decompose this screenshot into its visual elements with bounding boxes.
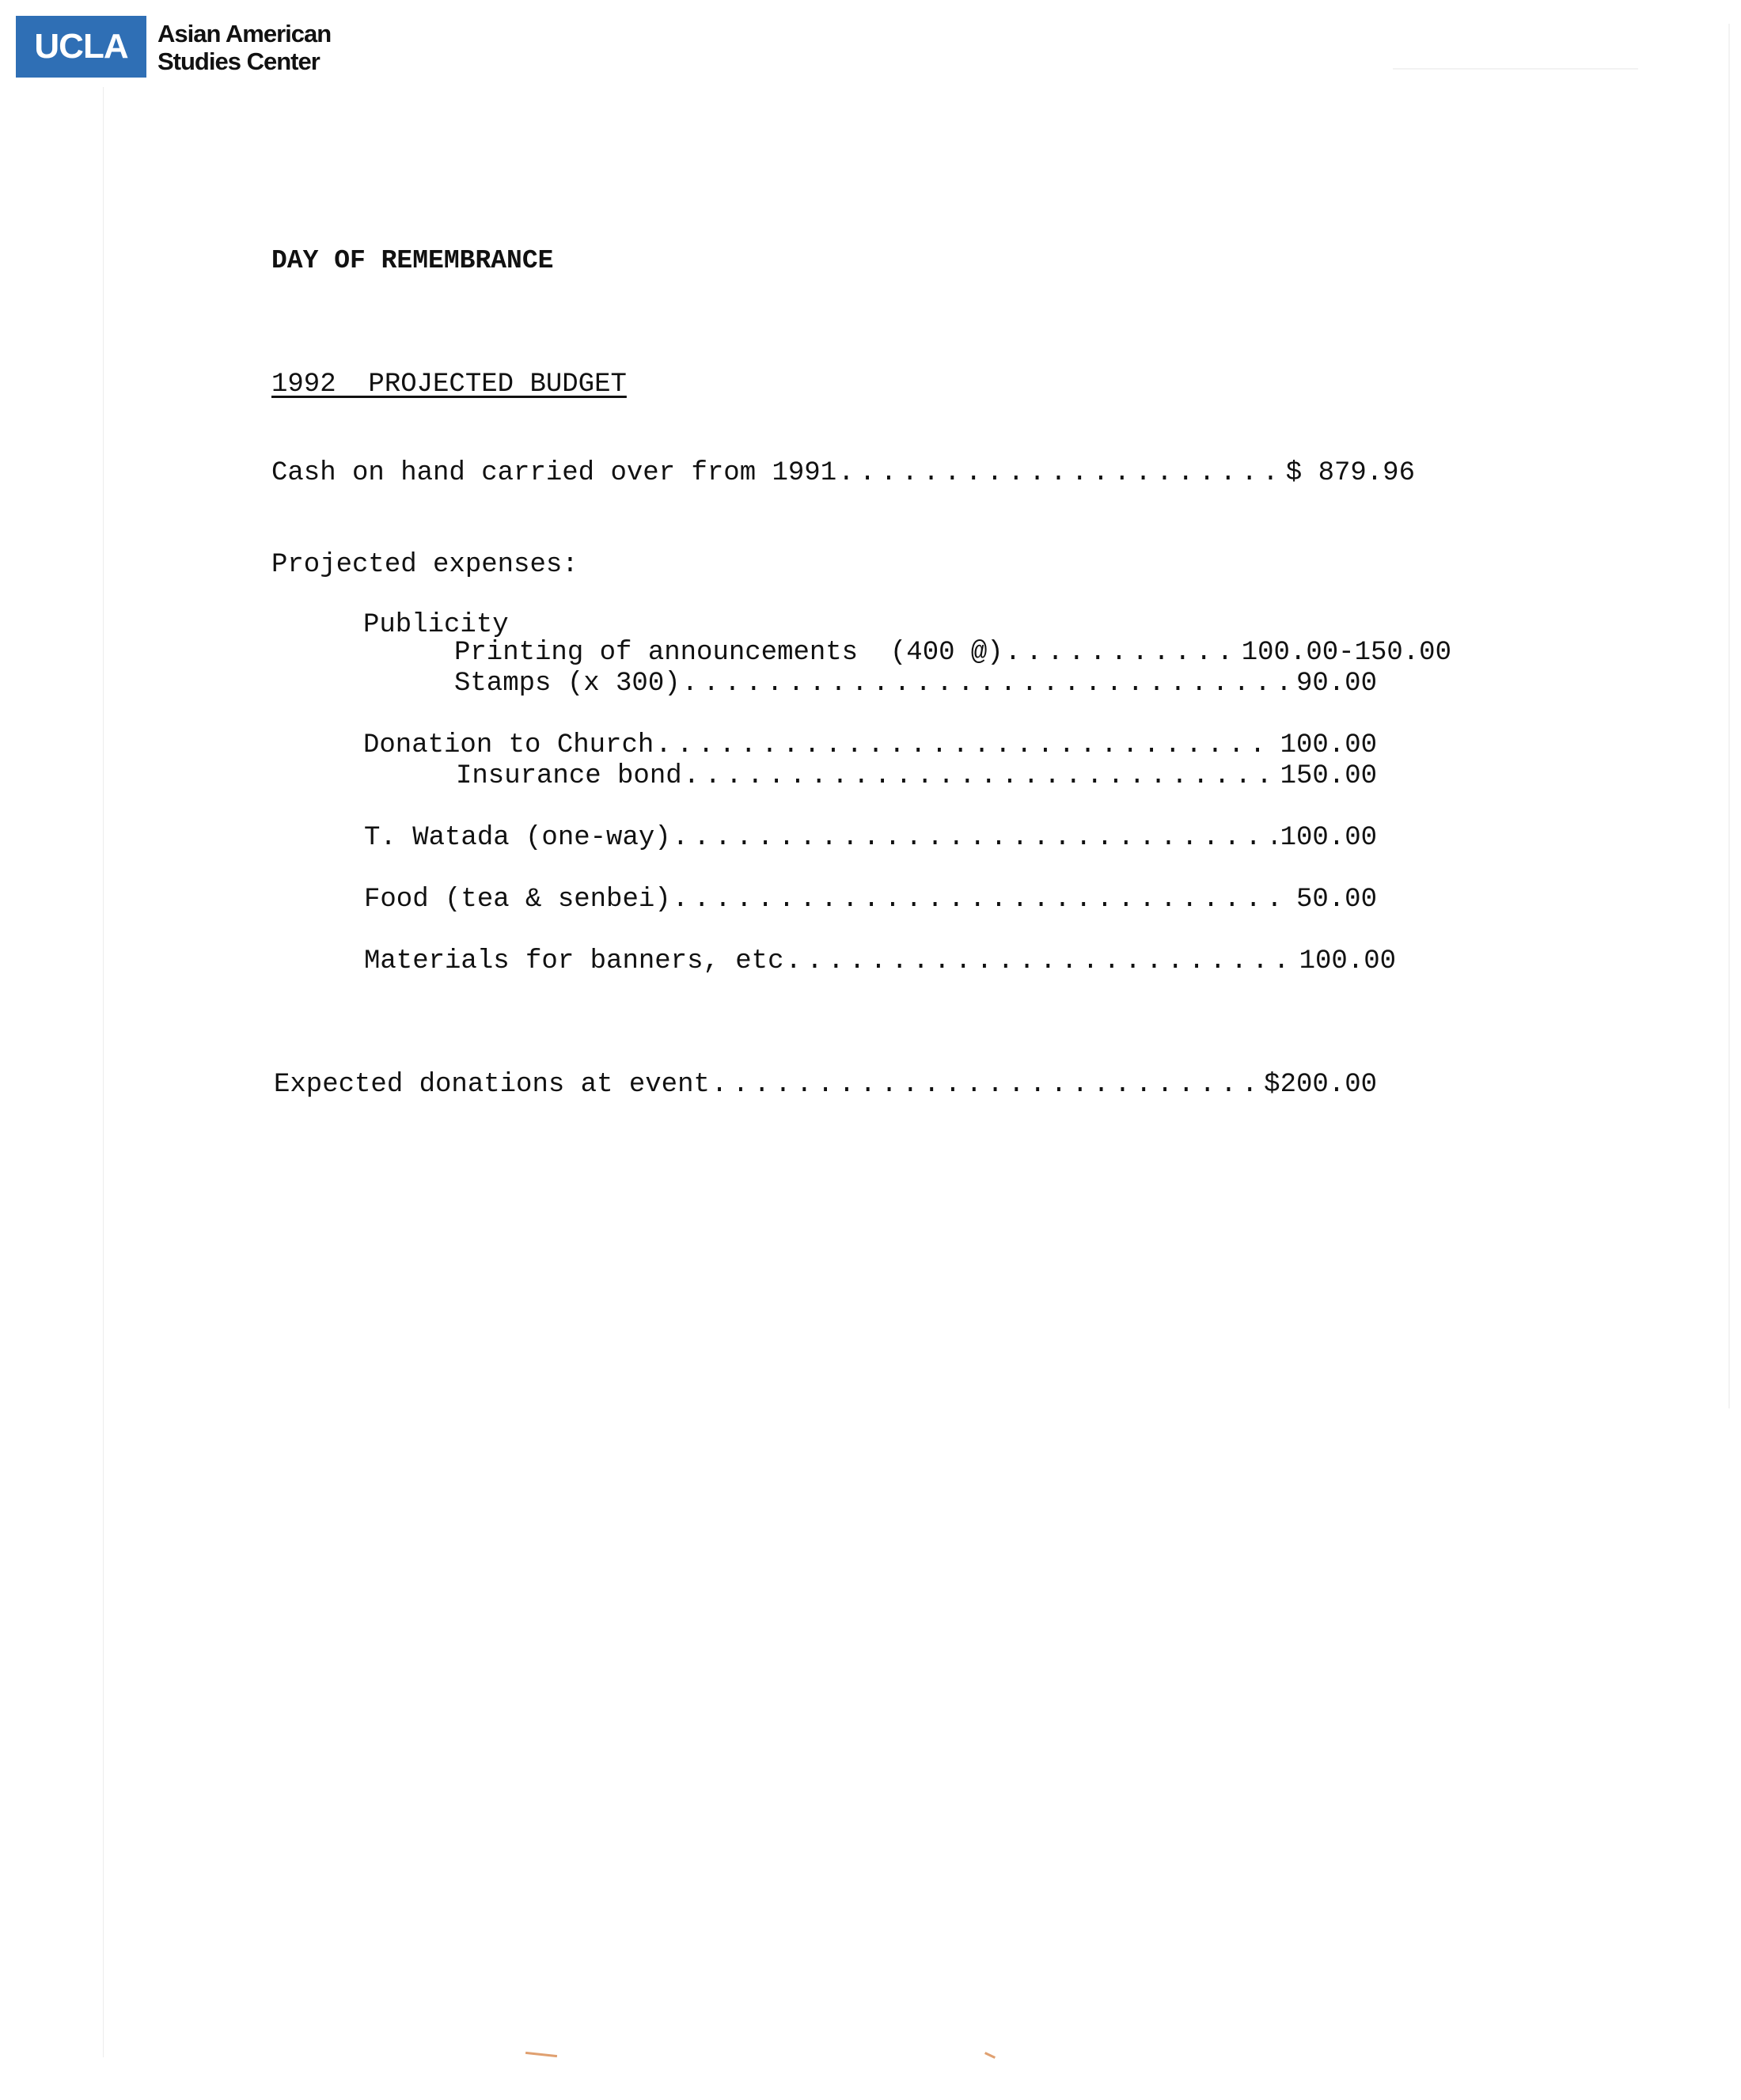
publicity-label: Publicity: [363, 610, 509, 640]
expected-donations-row: [274, 1069, 1377, 1101]
watada-label: T. Watada (one-way): [364, 823, 671, 853]
document-title: DAY OF REMEMBRANCE: [271, 246, 554, 275]
center-name-line-2: Studies Center: [157, 47, 320, 75]
scan-edge-shadow: [1728, 24, 1730, 1408]
printing-label: Printing of announcements (400 @): [454, 638, 1003, 668]
food-label: Food (tea & senbei): [364, 885, 671, 915]
dot-leader: [673, 822, 1276, 854]
insurance-amount: 150.00: [1280, 761, 1377, 791]
dot-leader: [1005, 637, 1237, 669]
cash-on-hand-amount: $ 879.96: [1285, 458, 1415, 488]
cash-on-hand-row: [271, 457, 1415, 489]
stamps-amount: 90.00: [1295, 669, 1377, 699]
dot-leader: [682, 668, 1292, 699]
donation-church-label: Donation to Church: [363, 730, 654, 760]
scan-mark: [984, 2052, 996, 2059]
dot-leader: [684, 760, 1276, 792]
insurance-label: Insurance bond: [456, 761, 682, 791]
cash-on-hand-label: Cash on hand carried over from 1991: [271, 458, 837, 488]
expected-donations-amount: $200.00: [1264, 1070, 1377, 1100]
dot-leader: [673, 884, 1292, 915]
dot-leader: [786, 946, 1295, 977]
ucla-aasc-logo: [16, 16, 331, 78]
center-name: [157, 20, 331, 75]
scan-smudge: [1393, 68, 1638, 70]
scan-margin-line: [103, 87, 104, 2057]
expenses-heading: Projected expenses:: [271, 550, 578, 580]
expected-donations-label: Expected donations at event: [274, 1070, 710, 1100]
center-name-line-1: Asian American: [157, 20, 332, 47]
donation-church-amount: 100.00: [1280, 730, 1377, 760]
stamps-row: [454, 668, 1377, 699]
watada-row: [364, 822, 1377, 854]
dot-leader: [655, 730, 1275, 761]
donation-church-row: [363, 730, 1377, 761]
scan-mark: [525, 2052, 557, 2057]
insurance-row: [456, 760, 1377, 792]
printing-amount: 100.00-150.00: [1241, 638, 1451, 668]
watada-amount: 100.00: [1280, 823, 1377, 853]
printing-row: [454, 637, 1451, 669]
dot-leader: [838, 457, 1281, 489]
materials-label: Materials for banners, etc: [364, 946, 784, 976]
food-row: [364, 884, 1377, 915]
ucla-logo-mark: UCLA: [16, 16, 146, 78]
materials-row: [364, 946, 1396, 977]
food-amount: 50.00: [1295, 885, 1377, 915]
stamps-label: Stamps (x 300): [454, 669, 681, 699]
materials-amount: 100.00: [1299, 946, 1396, 976]
budget-subtitle: 1992 PROJECTED BUDGET: [271, 370, 627, 400]
dot-leader: [711, 1069, 1259, 1101]
